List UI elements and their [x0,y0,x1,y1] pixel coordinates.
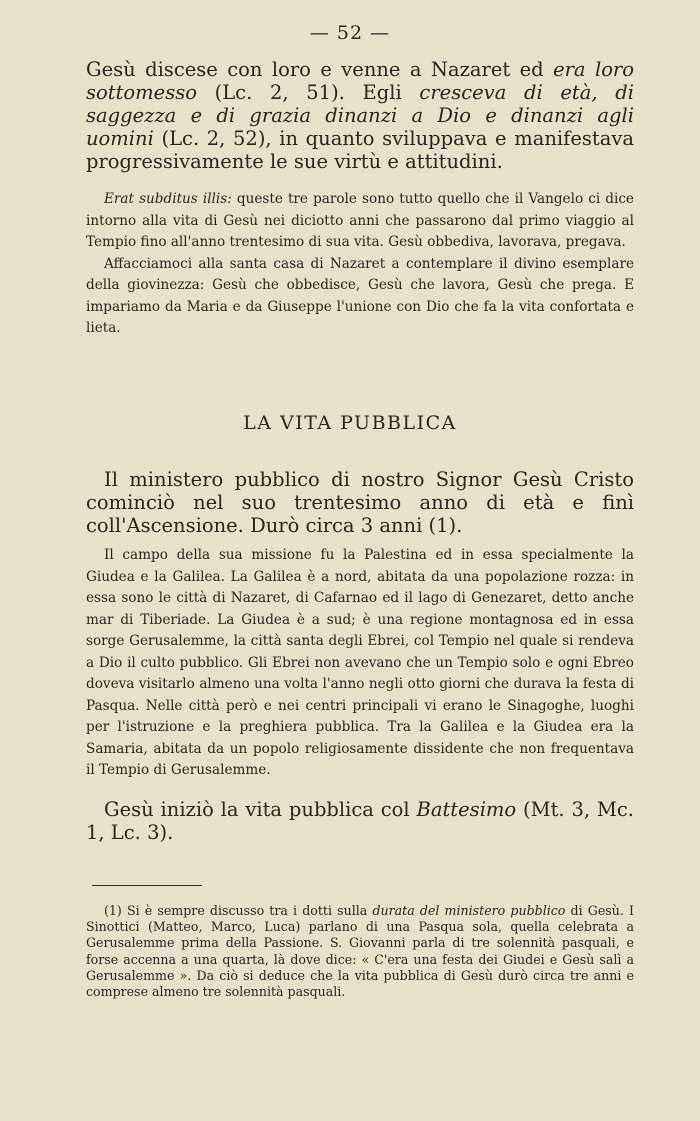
footnote-rule [92,885,202,886]
intro-paragraph-1: Gesù discese con loro e venne a Nazaret ed era loro sottomesso (Lc. 2, 51). Egli cresceva di età, di saggezza e di grazia dinanzi a Dio e dinanzi agli uomini (Lc. 2, 52), in quanto sviluppava e manifestava progressivamente le sue virtù e attitudini. [86,58,634,173]
footnote [86,903,634,1000]
section-paragraph-2: Il campo della sua missione fu la Palestina ed in essa specialmente la Giudea e la Galilea. La Galilea è a nord, abitata da una popolazione rozza: in essa sono le città di Nazaret, di Cafarnao ed il lago di Genezaret, detto anche mar di Tiberiade. La Giudea è a sud; è una regione montagnosa ed in essa sorge Gerusalemme, la città santa degli Ebrei, col Tempio nel quale si rendeva a Dio il culto pubblico. Gli Ebrei non avevano che un Tempio solo e ogni Ebreo doveva visitarlo almeno una volta l'anno negli otto giorni che durava la festa di Pasqua. Nelle città però e nei centri principali vi erano le Sinagoghe, luoghi per l'istruzione e la preghiera pubblica. Tra la Galilea e la Giudea era la Samaria, abitata da un popolo religiosamente dissidente che non frequentava il Tempio di Gerusalemme. [86,547,634,778]
intro-paragraph-3: Affacciamoci alla santa casa di Nazaret a contemplare il divino esemplare della giovinezza: Gesù che obbedisce, Gesù che lavora, Gesù che prega. E impariamo da Maria e da Giuseppe l'unione con Dio che fa la vita confortata e lieta. [86,255,634,336]
intro-paragraph-2: Erat subditus illis: queste tre parole sono tutto quello che il Vangelo ci dice intorno alla vita di Gesù nei diciotto anni che passarono dal primo viaggio al Tempio fino all'anno trentesimo di sua vita. Gesù obbediva, lavorava, pregava. [86,191,634,250]
section-paragraph-1: Il ministero pubblico di nostro Signor Gesù Cristo cominciò nel suo trentesimo anno di età e finì coll'Ascensione. Durò circa 3 anni (1). [86,468,634,537]
footnote-text: (1) Si è sempre discusso tra i dotti sulla durata del ministero pubblico di Gesù. I Sinottici (Matteo, Marco, Luca) parlano di una Pasqua sola, quella celebrata a Gerusalemme prima della Passione. S. Giovanni parla di tre solennità pasquali, e forse accenna a una quarta, là dove dice: « C'era una festa dei Giudei e Gesù salì a Gerusalemme ». Da ciò si deduce che la vita pubblica di Gesù durò circa tre anni e comprese almeno tre solennità pasquali. [86,903,634,1000]
intro-section [86,58,634,340]
section-paragraph-3: Gesù iniziò la vita pubblica col Battesimo (Mt. 3, Mc. 1, Lc. 3). [86,797,634,844]
section-heading: LA VITA PUBBLICA [243,412,457,434]
public-life-section [86,468,634,844]
page-number: — 52 — [309,22,391,44]
